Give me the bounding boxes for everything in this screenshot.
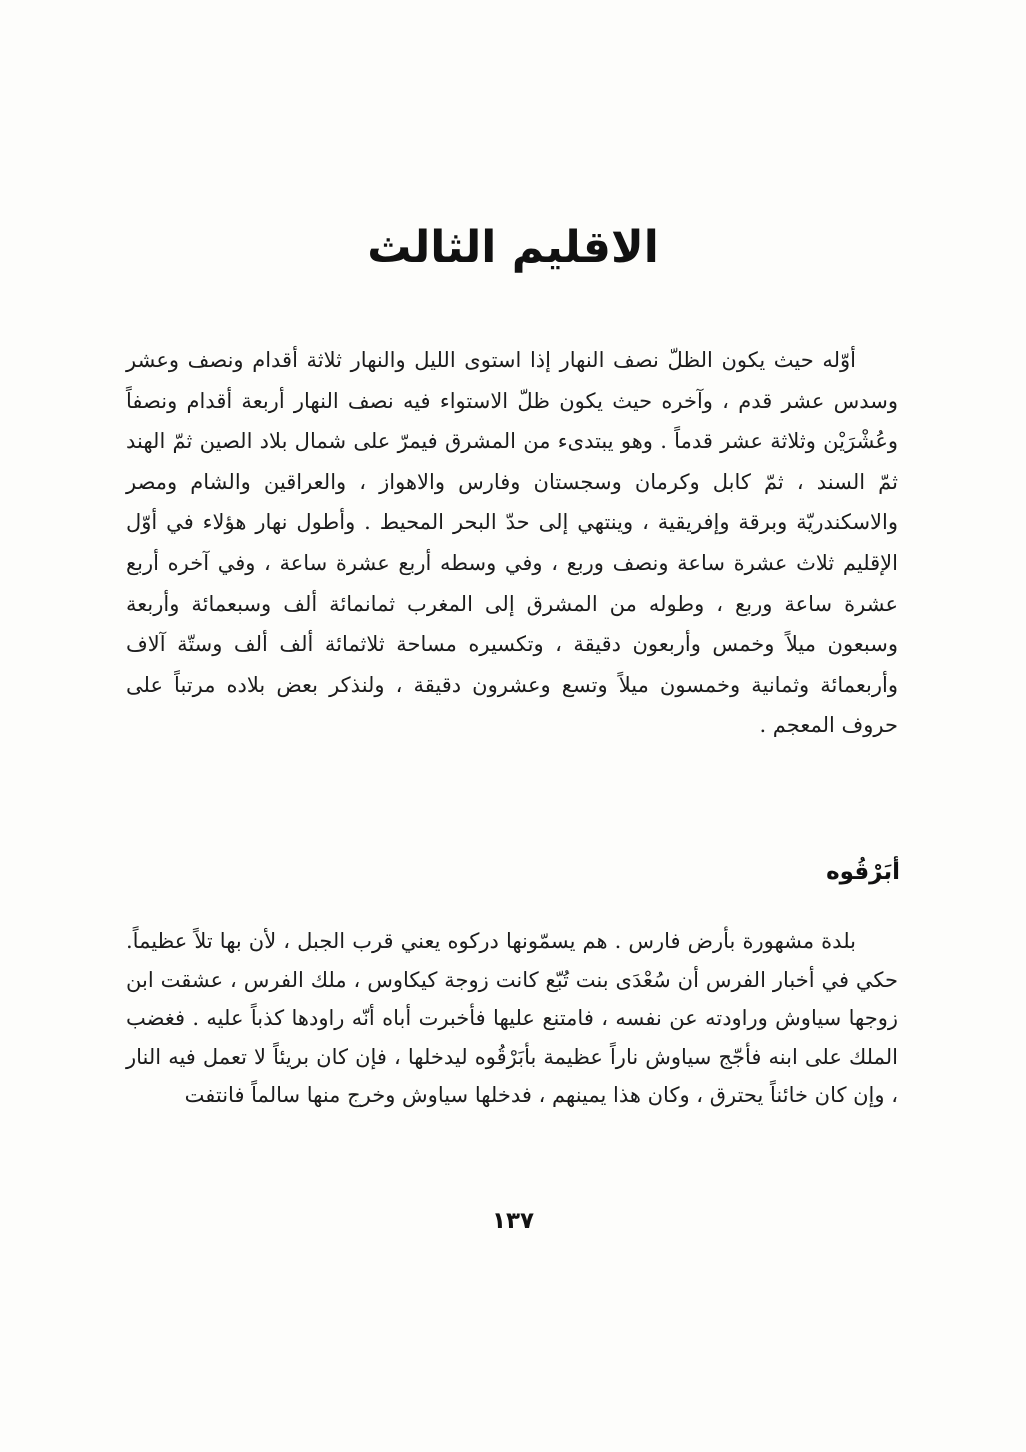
page-number: ١٣٧ <box>491 1208 535 1234</box>
chapter-title: الاقليم الثالث <box>367 222 659 273</box>
entry-paragraph: بلدة مشهورة بأرض فارس . هم يسمّونها دركوه يعني قرب الجبل ، لأن بها تلاً عظيماً. حكي في أخبار الفرس أن سُعْدَى بنت تُبّع كانت زوجة كيكاوس ، ملك الفرس ، عشقت ابن زوجها سياوش وراودته عن نفسه ، فامتنع عليها فأخبرت أباه أنّه راودها كذباً عليه . فغضب الملك على ابنه فأجّج سياوش ناراً عظيمة بأبَرْقُوه ليدخلها ، فإن كان بريئاً لا تعمل فيه النار ، وإن كان خائناً يحترق ، وكان هذا يمينهم ، فدخلها سياوش وخرج منها سالماً فانتفت <box>126 929 898 1108</box>
section-heading: أبَرْقُوه <box>826 859 900 885</box>
entry-paragraph-block <box>126 922 898 1115</box>
intro-paragraph: أوّله حيث يكون الظلّ نصف النهار إذا استوى الليل والنهار ثلاثة أقدام ونصف وعشر وسدس عشر قدم ، وآخره حيث يكون ظلّ الاستواء فيه نصف النهار أربعة أقدام ونصفاً وعُشْرَيْن وثلاثة عشر قدماً . وهو يبتدىء من المشرق فيمرّ على شمال بلاد الصين ثمّ الهند ثمّ السند ، ثمّ كابل وكرمان وسجستان وفارس والاهواز ، والعراقين والشام ومصر والاسكندريّة وبرقة وإفريقية ، وينتهي إلى حدّ البحر المحيط . وأطول نهار هؤلاء في أوّل الإقليم ثلاث عشرة ساعة ونصف وربع ، وفي وسطه أربع عشرة ساعة ، وفي آخره أربع عشرة ساعة وربع ، وطوله من المشرق إلى المغرب ثمانمائة ألف وسبعمائة وأربعة وسبعون ميلاً وخمس وأربعون دقيقة ، وتكسيره مساحة ثلاثمائة ألف ألف وستّة آلاف وأربعمائة وثمانية وخمسون ميلاً وتسع وعشرون دقيقة ، ولنذكر بعض بلاده مرتباً على حروف المعجم . <box>126 348 898 738</box>
intro-paragraph-block <box>126 340 898 746</box>
